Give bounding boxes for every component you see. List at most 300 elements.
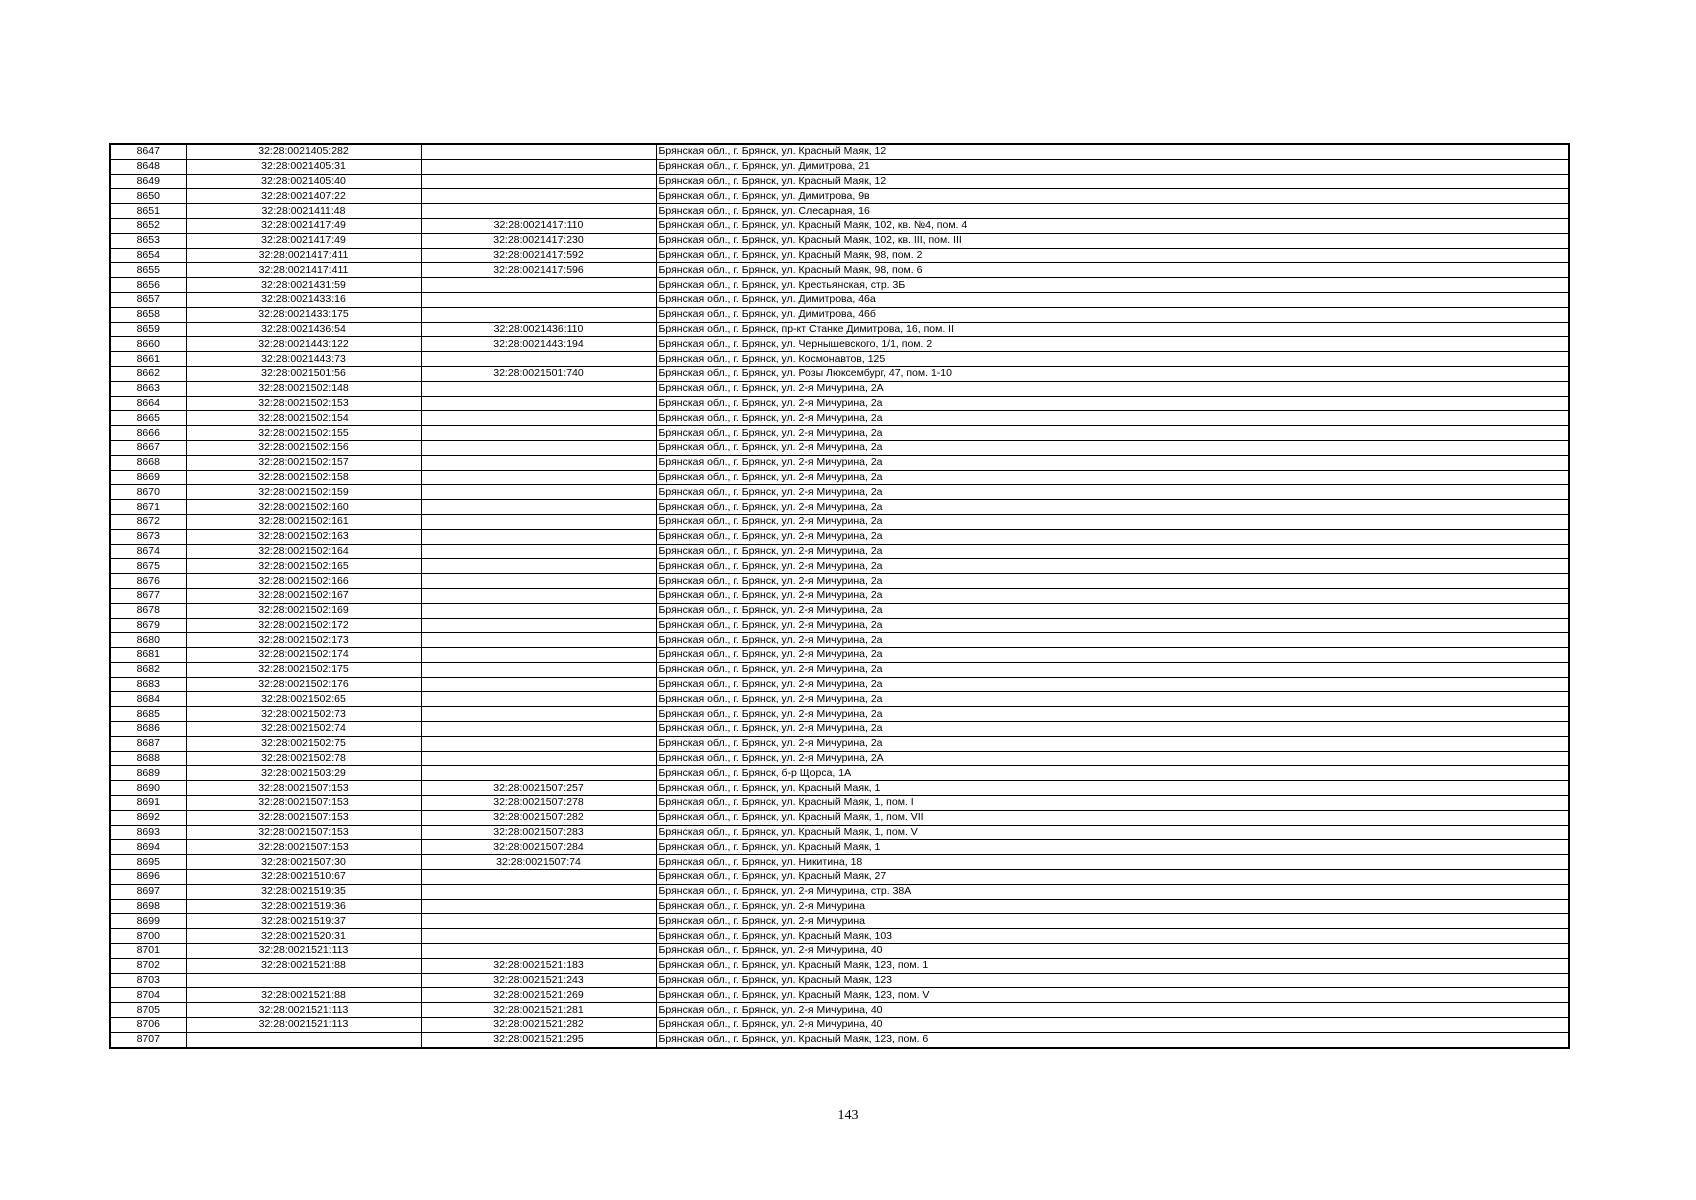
address-cell: Брянская обл., г. Брянск, ул. 2-я Мичурина, 2А: [656, 381, 1569, 396]
row-number-cell: 8677: [110, 588, 186, 603]
address-cell: Брянская обл., г. Брянск, ул. Космонавтов, 125: [656, 352, 1569, 367]
row-number-cell: 8686: [110, 722, 186, 737]
premises-number-cell: [421, 426, 656, 441]
parcel-number-cell: 32:28:0021503:29: [186, 766, 421, 781]
table-row: [110, 796, 1569, 811]
row-number-cell: 8687: [110, 736, 186, 751]
address-cell: Брянская обл., г. Брянск, б-р Щорса, 1А: [656, 766, 1569, 781]
parcel-number-cell: 32:28:0021521:113: [186, 1003, 421, 1018]
table-row: [110, 736, 1569, 751]
address-cell: Брянская обл., г. Брянск, ул. Красный Маяк, 12: [656, 144, 1569, 159]
premises-number-cell: 32:28:0021501:740: [421, 366, 656, 381]
parcel-number-cell: 32:28:0021507:153: [186, 840, 421, 855]
table-row: [110, 1018, 1569, 1033]
row-number-cell: 8683: [110, 677, 186, 692]
premises-number-cell: [421, 292, 656, 307]
address-cell: Брянская обл., г. Брянск, ул. 2-я Мичурина, 2а: [656, 470, 1569, 485]
address-cell: Брянская обл., г. Брянск, ул. Красный Маяк, 102, кв. III, пом. III: [656, 233, 1569, 248]
parcel-number-cell: 32:28:0021502:154: [186, 411, 421, 426]
table-row: [110, 426, 1569, 441]
address-cell: Брянская обл., г. Брянск, ул. 2-я Мичурина, 40: [656, 944, 1569, 959]
table-row: [110, 352, 1569, 367]
address-cell: Брянская обл., г. Брянск, ул. 2-я Мичурина, 2а: [656, 544, 1569, 559]
address-cell: Брянская обл., г. Брянск, ул. 2-я Мичурина, стр. 38А: [656, 884, 1569, 899]
table-row: [110, 381, 1569, 396]
address-cell: Брянская обл., г. Брянск, ул. 2-я Мичурина, 2а: [656, 603, 1569, 618]
premises-number-cell: [421, 189, 656, 204]
row-number-cell: 8659: [110, 322, 186, 337]
table-row: [110, 248, 1569, 263]
parcel-number-cell: 32:28:0021502:157: [186, 455, 421, 470]
table-row: [110, 662, 1569, 677]
table-row: [110, 574, 1569, 589]
row-number-cell: 8647: [110, 144, 186, 159]
premises-number-cell: [421, 381, 656, 396]
premises-number-cell: [421, 144, 656, 159]
row-number-cell: 8682: [110, 662, 186, 677]
parcel-number-cell: 32:28:0021521:88: [186, 958, 421, 973]
table-row: [110, 559, 1569, 574]
table-row: [110, 278, 1569, 293]
parcel-number-cell: 32:28:0021521:113: [186, 944, 421, 959]
parcel-number-cell: 32:28:0021417:411: [186, 263, 421, 278]
row-number-cell: 8680: [110, 633, 186, 648]
parcel-number-cell: 32:28:0021502:155: [186, 426, 421, 441]
address-cell: Брянская обл., г. Брянск, ул. Красный Маяк, 123, пом. 1: [656, 958, 1569, 973]
address-cell: Брянская обл., г. Брянск, пр-кт Станке Димитрова, 16, пом. II: [656, 322, 1569, 337]
table-row: [110, 870, 1569, 885]
row-number-cell: 8663: [110, 381, 186, 396]
parcel-number-cell: 32:28:0021502:172: [186, 618, 421, 633]
address-cell: Брянская обл., г. Брянск, ул. Розы Люксембург, 47, пом. 1-10: [656, 366, 1569, 381]
table-row: [110, 204, 1569, 219]
table-row: [110, 648, 1569, 663]
row-number-cell: 8696: [110, 870, 186, 885]
table-row: [110, 366, 1569, 381]
premises-number-cell: [421, 944, 656, 959]
row-number-cell: 8701: [110, 944, 186, 959]
address-cell: Брянская обл., г. Брянск, ул. Крестьянская, стр. 3Б: [656, 278, 1569, 293]
address-cell: Брянская обл., г. Брянск, ул. Красный Маяк, 123, пом. V: [656, 988, 1569, 1003]
table-row: [110, 766, 1569, 781]
table-row: [110, 825, 1569, 840]
premises-number-cell: 32:28:0021521:282: [421, 1018, 656, 1033]
table-row: [110, 707, 1569, 722]
row-number-cell: 8706: [110, 1018, 186, 1033]
row-number-cell: 8661: [110, 352, 186, 367]
premises-number-cell: [421, 766, 656, 781]
table-row: [110, 337, 1569, 352]
premises-number-cell: 32:28:0021417:230: [421, 233, 656, 248]
address-cell: Брянская обл., г. Брянск, ул. 2-я Мичурина, 2а: [656, 485, 1569, 500]
row-number-cell: 8700: [110, 929, 186, 944]
table-row: [110, 322, 1569, 337]
address-cell: Брянская обл., г. Брянск, ул. 2-я Мичурина, 2а: [656, 500, 1569, 515]
row-number-cell: 8691: [110, 796, 186, 811]
row-number-cell: 8655: [110, 263, 186, 278]
row-number-cell: 8657: [110, 292, 186, 307]
address-cell: Брянская обл., г. Брянск, ул. Красный Маяк, 102, кв. №4, пом. 4: [656, 218, 1569, 233]
premises-number-cell: 32:28:0021521:269: [421, 988, 656, 1003]
parcel-number-cell: 32:28:0021507:153: [186, 796, 421, 811]
row-number-cell: 8673: [110, 529, 186, 544]
parcel-number-cell: 32:28:0021510:67: [186, 870, 421, 885]
table-row: [110, 914, 1569, 929]
parcel-number-cell: 32:28:0021502:74: [186, 722, 421, 737]
row-number-cell: 8672: [110, 514, 186, 529]
premises-number-cell: [421, 692, 656, 707]
parcel-number-cell: 32:28:0021407:22: [186, 189, 421, 204]
address-cell: Брянская обл., г. Брянск, ул. 2-я Мичурина, 2а: [656, 692, 1569, 707]
address-cell: Брянская обл., г. Брянск, ул. 2-я Мичурина, 2а: [656, 677, 1569, 692]
parcel-number-cell: 32:28:0021507:153: [186, 825, 421, 840]
table-row: [110, 396, 1569, 411]
premises-number-cell: [421, 278, 656, 293]
parcel-number-cell: 32:28:0021502:78: [186, 751, 421, 766]
table-row: [110, 470, 1569, 485]
premises-number-cell: [421, 470, 656, 485]
row-number-cell: 8692: [110, 810, 186, 825]
premises-number-cell: [421, 174, 656, 189]
address-cell: Брянская обл., г. Брянск, ул. 2-я Мичурина, 2а: [656, 662, 1569, 677]
address-cell: Брянская обл., г. Брянск, ул. 2-я Мичурина: [656, 914, 1569, 929]
premises-number-cell: [421, 929, 656, 944]
premises-number-cell: [421, 603, 656, 618]
address-cell: Брянская обл., г. Брянск, ул. Димитрова, 21: [656, 159, 1569, 174]
premises-number-cell: [421, 500, 656, 515]
row-number-cell: 8660: [110, 337, 186, 352]
row-number-cell: 8666: [110, 426, 186, 441]
table-row: [110, 292, 1569, 307]
table-row: [110, 618, 1569, 633]
page-number: 143: [837, 1108, 859, 1123]
premises-number-cell: [421, 440, 656, 455]
premises-number-cell: [421, 529, 656, 544]
parcel-number-cell: 32:28:0021507:153: [186, 810, 421, 825]
table-row: [110, 588, 1569, 603]
row-number-cell: 8651: [110, 204, 186, 219]
table-row: [110, 958, 1569, 973]
table-row: [110, 159, 1569, 174]
table-row: [110, 988, 1569, 1003]
table-row: [110, 1003, 1569, 1018]
cadastral-table: [109, 143, 1570, 1049]
table-row: [110, 514, 1569, 529]
premises-number-cell: 32:28:0021507:74: [421, 855, 656, 870]
row-number-cell: 8671: [110, 500, 186, 515]
table-row: [110, 884, 1569, 899]
table-row: [110, 500, 1569, 515]
premises-number-cell: [421, 352, 656, 367]
premises-number-cell: [421, 751, 656, 766]
table-row: [110, 174, 1569, 189]
premises-number-cell: [421, 455, 656, 470]
table-row: [110, 440, 1569, 455]
table-row: [110, 899, 1569, 914]
address-cell: Брянская обл., г. Брянск, ул. 2-я Мичурина, 2а: [656, 588, 1569, 603]
row-number-cell: 8676: [110, 574, 186, 589]
table-row: [110, 677, 1569, 692]
parcel-number-cell: 32:28:0021411:48: [186, 204, 421, 219]
parcel-number-cell: 32:28:0021507:30: [186, 855, 421, 870]
address-cell: Брянская обл., г. Брянск, ул. Димитрова, 46б: [656, 307, 1569, 322]
address-cell: Брянская обл., г. Брянск, ул. 2-я Мичурина, 2а: [656, 648, 1569, 663]
parcel-number-cell: 32:28:0021502:175: [186, 662, 421, 677]
row-number-cell: 8662: [110, 366, 186, 381]
table-row: [110, 485, 1569, 500]
address-cell: Брянская обл., г. Брянск, ул. 2-я Мичурина, 2а: [656, 722, 1569, 737]
premises-number-cell: [421, 559, 656, 574]
premises-number-cell: [421, 396, 656, 411]
parcel-number-cell: 32:28:0021501:56: [186, 366, 421, 381]
address-cell: Брянская обл., г. Брянск, ул. Димитрова, 46а: [656, 292, 1569, 307]
address-cell: Брянская обл., г. Брянск, ул. Красный Маяк, 98, пом. 2: [656, 248, 1569, 263]
parcel-number-cell: 32:28:0021519:37: [186, 914, 421, 929]
parcel-number-cell: 32:28:0021417:49: [186, 218, 421, 233]
row-number-cell: 8674: [110, 544, 186, 559]
parcel-number-cell: 32:28:0021502:161: [186, 514, 421, 529]
premises-number-cell: 32:28:0021507:283: [421, 825, 656, 840]
premises-number-cell: [421, 159, 656, 174]
premises-number-cell: [421, 648, 656, 663]
row-number-cell: 8684: [110, 692, 186, 707]
premises-number-cell: [421, 307, 656, 322]
parcel-number-cell: 32:28:0021502:159: [186, 485, 421, 500]
table-row: [110, 929, 1569, 944]
address-cell: Брянская обл., г. Брянск, ул. Никитина, 18: [656, 855, 1569, 870]
table-row: [110, 944, 1569, 959]
parcel-number-cell: 32:28:0021433:16: [186, 292, 421, 307]
parcel-number-cell: 32:28:0021519:36: [186, 899, 421, 914]
parcel-number-cell: 32:28:0021502:174: [186, 648, 421, 663]
row-number-cell: 8693: [110, 825, 186, 840]
address-cell: Брянская обл., г. Брянск, ул. Чернышевского, 1/1, пом. 2: [656, 337, 1569, 352]
premises-number-cell: [421, 899, 656, 914]
row-number-cell: 8681: [110, 648, 186, 663]
table-row: [110, 722, 1569, 737]
table-row: [110, 810, 1569, 825]
premises-number-cell: [421, 485, 656, 500]
premises-number-cell: 32:28:0021417:596: [421, 263, 656, 278]
table-row: [110, 855, 1569, 870]
table-row: [110, 751, 1569, 766]
table-row: [110, 455, 1569, 470]
address-cell: Брянская обл., г. Брянск, ул. 2-я Мичурина, 2а: [656, 618, 1569, 633]
premises-number-cell: 32:28:0021507:284: [421, 840, 656, 855]
table-row: [110, 840, 1569, 855]
premises-number-cell: [421, 204, 656, 219]
address-cell: Брянская обл., г. Брянск, ул. 2-я Мичурина, 2а: [656, 574, 1569, 589]
row-number-cell: 8679: [110, 618, 186, 633]
parcel-number-cell: 32:28:0021519:35: [186, 884, 421, 899]
premises-number-cell: 32:28:0021507:257: [421, 781, 656, 796]
row-number-cell: 8649: [110, 174, 186, 189]
table-row: [110, 544, 1569, 559]
premises-number-cell: [421, 588, 656, 603]
row-number-cell: 8707: [110, 1032, 186, 1047]
premises-number-cell: [421, 411, 656, 426]
parcel-number-cell: 32:28:0021417:49: [186, 233, 421, 248]
address-cell: Брянская обл., г. Брянск, ул. Красный Маяк, 123: [656, 973, 1569, 988]
premises-number-cell: [421, 544, 656, 559]
parcel-number-cell: 32:28:0021507:153: [186, 781, 421, 796]
parcel-number-cell: 32:28:0021520:31: [186, 929, 421, 944]
premises-number-cell: 32:28:0021443:194: [421, 337, 656, 352]
address-cell: Брянская обл., г. Брянск, ул. 2-я Мичурина, 2а: [656, 396, 1569, 411]
premises-number-cell: 32:28:0021436:110: [421, 322, 656, 337]
row-number-cell: 8653: [110, 233, 186, 248]
row-number-cell: 8670: [110, 485, 186, 500]
address-cell: Брянская обл., г. Брянск, ул. Красный Маяк, 12: [656, 174, 1569, 189]
address-cell: Брянская обл., г. Брянск, ул. 2-я Мичурина, 2а: [656, 514, 1569, 529]
address-cell: Брянская обл., г. Брянск, ул. 2-я Мичурина, 2а: [656, 707, 1569, 722]
address-cell: Брянская обл., г. Брянск, ул. 2-я Мичурина, 40: [656, 1003, 1569, 1018]
row-number-cell: 8695: [110, 855, 186, 870]
premises-number-cell: [421, 736, 656, 751]
premises-number-cell: 32:28:0021417:592: [421, 248, 656, 263]
parcel-number-cell: 32:28:0021502:73: [186, 707, 421, 722]
address-cell: Брянская обл., г. Брянск, ул. 2-я Мичурина: [656, 899, 1569, 914]
table-row: [110, 189, 1569, 204]
premises-number-cell: 32:28:0021521:183: [421, 958, 656, 973]
address-cell: Брянская обл., г. Брянск, ул. 2-я Мичурина, 2а: [656, 559, 1569, 574]
premises-number-cell: 32:28:0021507:282: [421, 810, 656, 825]
premises-number-cell: [421, 707, 656, 722]
address-cell: Брянская обл., г. Брянск, ул. Красный Маяк, 1: [656, 840, 1569, 855]
row-number-cell: 8702: [110, 958, 186, 973]
row-number-cell: 8648: [110, 159, 186, 174]
parcel-number-cell: 32:28:0021521:113: [186, 1018, 421, 1033]
parcel-number-cell: 32:28:0021405:282: [186, 144, 421, 159]
address-cell: Брянская обл., г. Брянск, ул. 2-я Мичурина, 2а: [656, 633, 1569, 648]
row-number-cell: 8664: [110, 396, 186, 411]
address-cell: Брянская обл., г. Брянск, ул. Красный Маяк, 123, пом. 6: [656, 1032, 1569, 1047]
parcel-number-cell: 32:28:0021502:156: [186, 440, 421, 455]
parcel-number-cell: 32:28:0021436:54: [186, 322, 421, 337]
parcel-number-cell: 32:28:0021502:75: [186, 736, 421, 751]
table-row: [110, 411, 1569, 426]
address-cell: Брянская обл., г. Брянск, ул. 2-я Мичурина, 2а: [656, 411, 1569, 426]
address-cell: Брянская обл., г. Брянск, ул. Красный Маяк, 1: [656, 781, 1569, 796]
table-row: [110, 1032, 1569, 1047]
parcel-number-cell: 32:28:0021443:122: [186, 337, 421, 352]
parcel-number-cell: 32:28:0021502:164: [186, 544, 421, 559]
premises-number-cell: [421, 514, 656, 529]
parcel-number-cell: 32:28:0021433:175: [186, 307, 421, 322]
premises-number-cell: 32:28:0021521:281: [421, 1003, 656, 1018]
address-cell: Брянская обл., г. Брянск, ул. Красный Маяк, 103: [656, 929, 1569, 944]
parcel-number-cell: 32:28:0021502:163: [186, 529, 421, 544]
address-cell: Брянская обл., г. Брянск, ул. 2-я Мичурина, 40: [656, 1018, 1569, 1033]
table-row: [110, 529, 1569, 544]
address-cell: Брянская обл., г. Брянск, ул. Димитрова, 9в: [656, 189, 1569, 204]
parcel-number-cell: 32:28:0021502:173: [186, 633, 421, 648]
row-number-cell: 8694: [110, 840, 186, 855]
row-number-cell: 8678: [110, 603, 186, 618]
address-cell: Брянская обл., г. Брянск, ул. 2-я Мичурина, 2А: [656, 751, 1569, 766]
parcel-number-cell: 32:28:0021405:40: [186, 174, 421, 189]
table-row: [110, 263, 1569, 278]
premises-number-cell: [421, 633, 656, 648]
address-cell: Брянская обл., г. Брянск, ул. Красный Маяк, 1, пом. VII: [656, 810, 1569, 825]
parcel-number-cell: [186, 1032, 421, 1047]
address-cell: Брянская обл., г. Брянск, ул. 2-я Мичурина, 2а: [656, 455, 1569, 470]
address-cell: Брянская обл., г. Брянск, ул. Красный Маяк, 1, пом. I: [656, 796, 1569, 811]
row-number-cell: 8665: [110, 411, 186, 426]
premises-number-cell: [421, 870, 656, 885]
row-number-cell: 8688: [110, 751, 186, 766]
row-number-cell: 8703: [110, 973, 186, 988]
premises-number-cell: [421, 884, 656, 899]
address-cell: Брянская обл., г. Брянск, ул. Красный Маяк, 27: [656, 870, 1569, 885]
parcel-number-cell: 32:28:0021521:88: [186, 988, 421, 1003]
premises-number-cell: 32:28:0021507:278: [421, 796, 656, 811]
row-number-cell: 8669: [110, 470, 186, 485]
table-row: [110, 218, 1569, 233]
address-cell: Брянская обл., г. Брянск, ул. 2-я Мичурина, 2а: [656, 529, 1569, 544]
table-row: [110, 633, 1569, 648]
parcel-number-cell: 32:28:0021502:160: [186, 500, 421, 515]
premises-number-cell: [421, 677, 656, 692]
row-number-cell: 8705: [110, 1003, 186, 1018]
table-row: [110, 307, 1569, 322]
row-number-cell: 8704: [110, 988, 186, 1003]
row-number-cell: 8698: [110, 899, 186, 914]
address-cell: Брянская обл., г. Брянск, ул. 2-я Мичурина, 2а: [656, 736, 1569, 751]
row-number-cell: 8656: [110, 278, 186, 293]
table-row: [110, 233, 1569, 248]
premises-number-cell: [421, 914, 656, 929]
parcel-number-cell: [186, 973, 421, 988]
row-number-cell: 8667: [110, 440, 186, 455]
table-row: [110, 692, 1569, 707]
parcel-number-cell: 32:28:0021502:65: [186, 692, 421, 707]
address-cell: Брянская обл., г. Брянск, ул. Красный Маяк, 1, пом. V: [656, 825, 1569, 840]
row-number-cell: 8685: [110, 707, 186, 722]
parcel-number-cell: 32:28:0021502:167: [186, 588, 421, 603]
parcel-number-cell: 32:28:0021431:59: [186, 278, 421, 293]
premises-number-cell: 32:28:0021417:110: [421, 218, 656, 233]
row-number-cell: 8668: [110, 455, 186, 470]
address-cell: Брянская обл., г. Брянск, ул. Красный Маяк, 98, пом. 6: [656, 263, 1569, 278]
premises-number-cell: 32:28:0021521:295: [421, 1032, 656, 1047]
premises-number-cell: [421, 574, 656, 589]
address-cell: Брянская обл., г. Брянск, ул. 2-я Мичурина, 2а: [656, 440, 1569, 455]
premises-number-cell: 32:28:0021521:243: [421, 973, 656, 988]
row-number-cell: 8689: [110, 766, 186, 781]
row-number-cell: 8654: [110, 248, 186, 263]
table-row: [110, 144, 1569, 159]
row-number-cell: 8699: [110, 914, 186, 929]
table-row: [110, 603, 1569, 618]
parcel-number-cell: 32:28:0021502:153: [186, 396, 421, 411]
parcel-number-cell: 32:28:0021405:31: [186, 159, 421, 174]
parcel-number-cell: 32:28:0021502:158: [186, 470, 421, 485]
parcel-number-cell: 32:28:0021502:165: [186, 559, 421, 574]
parcel-number-cell: 32:28:0021502:176: [186, 677, 421, 692]
table-row: [110, 781, 1569, 796]
row-number-cell: 8658: [110, 307, 186, 322]
row-number-cell: 8690: [110, 781, 186, 796]
address-cell: Брянская обл., г. Брянск, ул. Слесарная, 16: [656, 204, 1569, 219]
parcel-number-cell: 32:28:0021502:169: [186, 603, 421, 618]
row-number-cell: 8675: [110, 559, 186, 574]
parcel-number-cell: 32:28:0021502:166: [186, 574, 421, 589]
row-number-cell: 8650: [110, 189, 186, 204]
parcel-number-cell: 32:28:0021443:73: [186, 352, 421, 367]
table-body: [110, 144, 1569, 1048]
premises-number-cell: [421, 662, 656, 677]
